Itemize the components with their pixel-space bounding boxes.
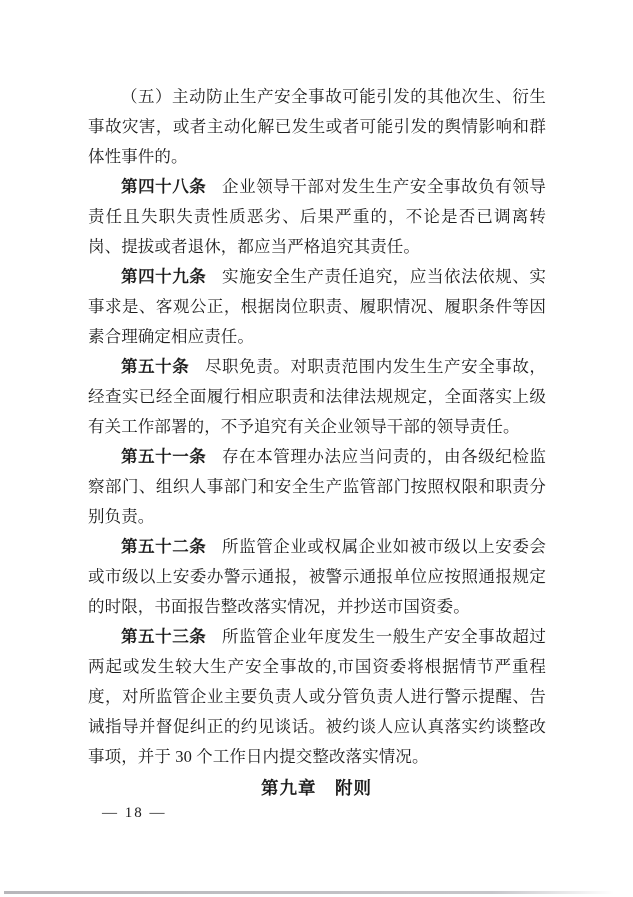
article-number: 第五十二条 (121, 537, 207, 556)
document-body (88, 82, 546, 772)
paragraph-article-53 (88, 622, 546, 772)
paragraph-text: 实施安全生产责任追究，应当依法依规、实事求是、客观公正，根据岗位职责、履职情况、履职条件等因素合理确定相应责任。 (88, 267, 546, 346)
article-number: 第四十九条 (121, 267, 207, 286)
paragraph-article-48 (88, 172, 546, 262)
paragraph-text: 尽职免责。对职责范围内发生生产安全事故，经查实已经全面履行相应职责和法律法规规定，全面落实上级有关工作部署的，不予追究有关企业领导干部的领导责任。 (88, 357, 547, 436)
paragraph-text: 所监管企业或权属企业如被市级以上安委会或市级以上安委办警示通报，被警示通报单位应按照通报规定的时限，书面报告整改落实情况，并抄送市国资委。 (88, 537, 546, 616)
paragraph-text: 企业领导干部对发生生产安全事故负有领导责任且失职失责性质恶劣、后果严重的，不论是否已调离转岗、提拔或者退休，都应当严格追究其责任。 (88, 177, 546, 256)
paragraph-article-52 (88, 532, 546, 622)
scan-edge-shadow (4, 891, 614, 894)
page-number: — 18 — (102, 805, 167, 821)
paragraph-clause-5 (88, 82, 546, 172)
paragraph-article-51 (88, 442, 546, 532)
chapter-heading: 第九章 附则 (261, 778, 372, 798)
paragraph-article-49 (88, 262, 546, 352)
paragraph-text: （五）主动防止生产安全事故可能引发的其他次生、衍生事故灾害，或者主动化解已发生或者可能引发的舆情影响和群体性事件的。 (88, 87, 546, 166)
paragraph-text: 存在本管理办法应当问责的，由各级纪检监察部门、组织人事部门和安全生产监管部门按照权限和职责分别负责。 (88, 447, 546, 526)
paragraph-article-50 (88, 352, 546, 442)
article-number: 第四十八条 (121, 177, 207, 196)
article-number: 第五十条 (121, 357, 190, 376)
article-number: 第五十三条 (121, 627, 207, 646)
article-number: 第五十一条 (121, 447, 207, 466)
paragraph-text: 所监管企业年度发生一般生产安全事故超过两起或发生较大生产安全事故的,市国资委将根据情节严重程度，对所监管企业主要负责人或分管负责人进行警示提醒、告诫指导并督促纠正的约见谈话。被约谈人应认真落实约谈整改事项，并于 30 个工作日内提交整改落实情况。 (88, 627, 546, 766)
